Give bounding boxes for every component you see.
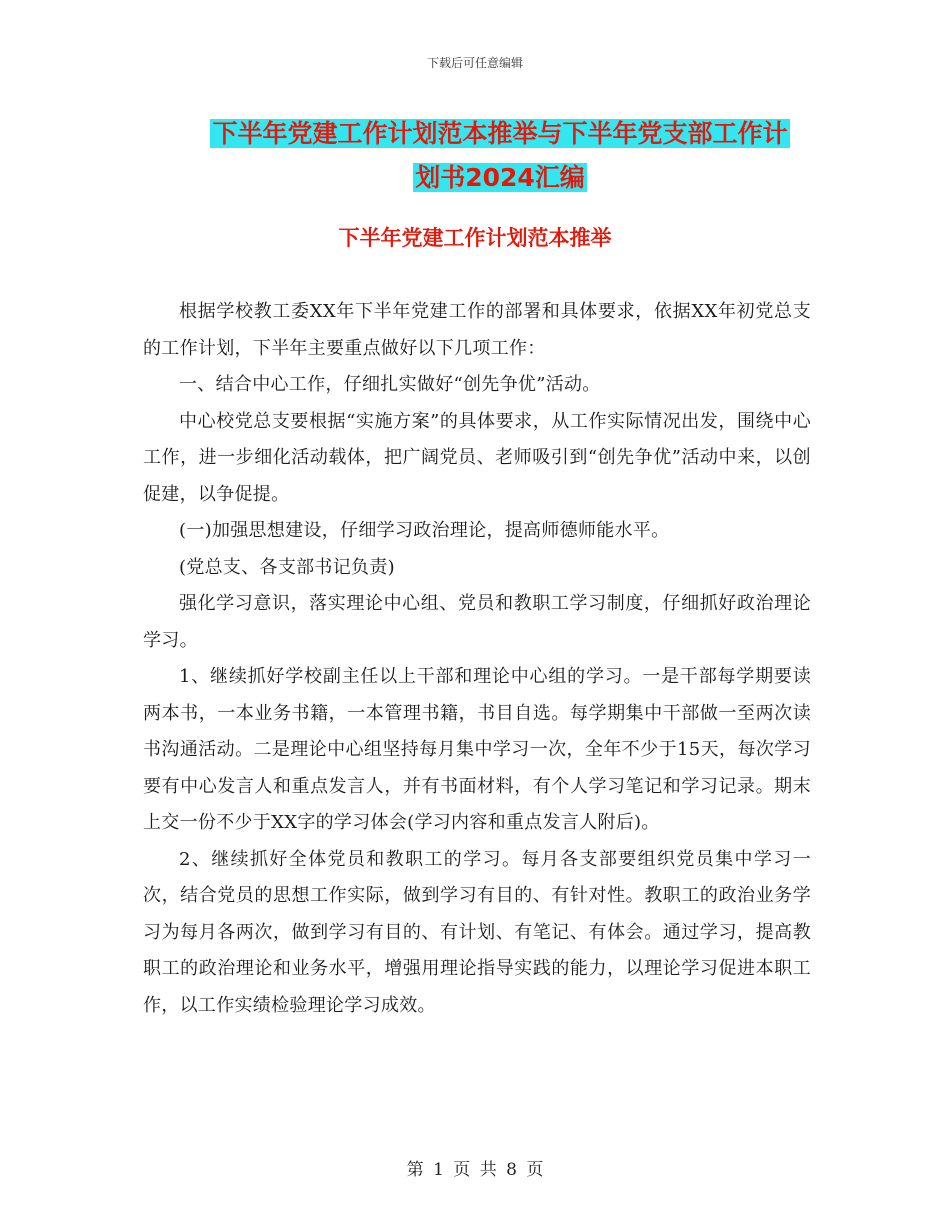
paragraph: (一)加强思想建设，仔细学习政治理论，提高师德师能水平。 [179,520,670,541]
page-header-note: 下载后可任意编辑 [426,56,523,70]
document-title [140,112,860,200]
paragraph: 根据学校教工委XX年下半年党建工作的部署和具体要求，依据XX年初党总支的工作计划，下半年主要重点做好以下几项工作： [143,301,811,359]
paragraph: 强化学习意识，落实理论中心组、党员和教职工学习制度，仔细抓好政治理论学习。 [143,593,811,651]
document-title-line2: 划书2024汇编 [415,163,585,192]
page-number-footer: 第 1 页 共 8 页 [406,1160,544,1180]
paragraph: 2、继续抓好全体党员和教职工的学习。每月各支部要组织党员集中学习一次，结合党员的思想工作实际，做到学习有目的、有针对性。教职工的政治业务学习为每月各两次，做到学习有目的、有计划、有笔记、有体会。通过学习，提高教职工的政治理论和业务水平，增强用理论指导实践的能力，以理论学习促进本职工作，以工作实绩检验理论学习成效。 [143,848,811,1016]
document-body [143,294,811,1024]
document-title-line1: 下半年党建工作计划范本推举与下半年党支部工作计 [212,119,788,148]
section-title: 下半年党建工作计划范本推举 [338,226,612,250]
paragraph: 1、继续抓好学校副主任以上干部和理论中心组的学习。一是干部每学期要读两本书，一本业务书籍，一本管理书籍，书目自选。每学期集中干部做一至两次读书沟通活动。二是理论中心组坚持每月集中学习一次，全年不少于15天，每次学习要有中心发言人和重点发言人，并有书面材料，有个人学习笔记和学习记录。期末上交一份不少于XX字的学习体会(学习内容和重点发言人附后)。 [143,666,811,833]
paragraph: 一、结合中心工作，仔细扎实做好“创先争优”活动。 [179,374,601,395]
paragraph: 中心校党总支要根据“实施方案”的具体要求，从工作实际情况出发，围绕中心工作，进一步细化活动载体，把广阔党员、老师吸引到“创先争优”活动中来，以创促建，以争促提。 [143,410,811,505]
paragraph: (党总支、各支部书记负责) [179,556,395,578]
